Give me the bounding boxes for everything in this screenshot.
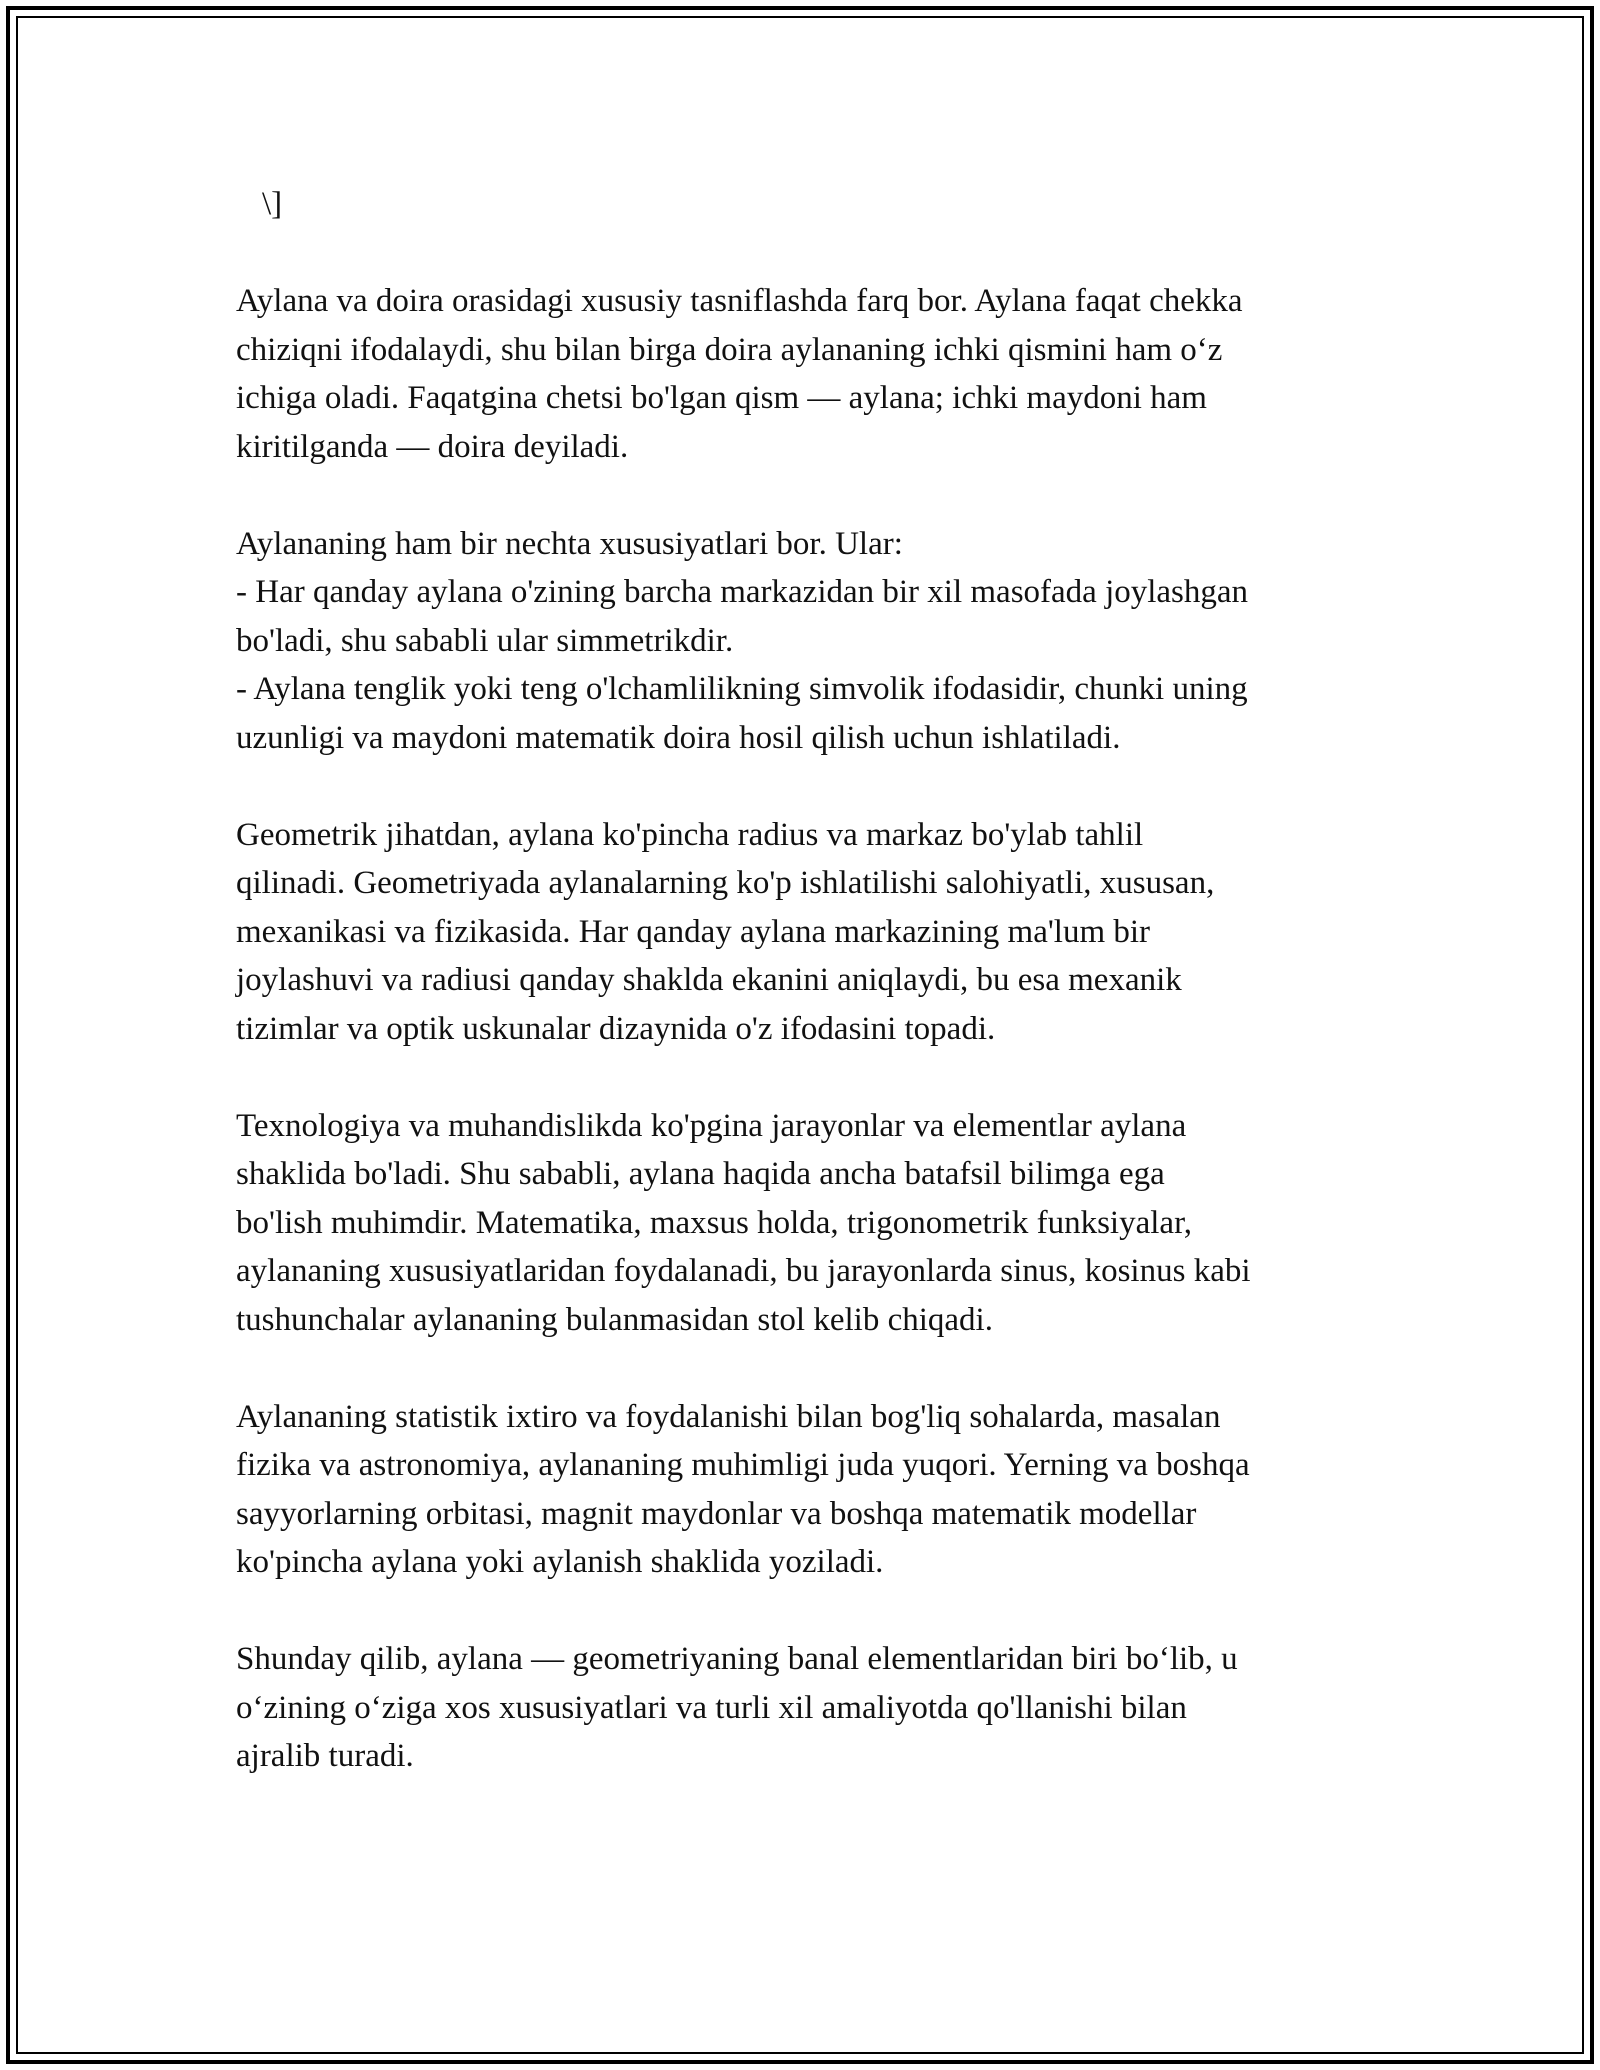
paragraph-line: shaklida bo'ladi. Shu sababli, aylana haqida ancha batafsil bilimga ega <box>236 1156 1165 1192</box>
paragraph <box>236 1102 1376 1345</box>
stray-mark: \] <box>262 186 283 222</box>
paragraph-line: uzunligi va maydoni matematik doira hosil qilish uchun ishlatiladi. <box>236 719 1121 756</box>
paragraph-line: bo'ladi, shu sababli ular simmetrikdir. <box>236 622 734 659</box>
paragraph-line: ajralib turadi. <box>236 1738 414 1774</box>
paragraph <box>236 1635 1376 1781</box>
paragraph-line: sayyorlarning orbitasi, magnit maydonlar va boshqa matematik modellar <box>236 1495 1197 1532</box>
paragraph <box>236 1393 1376 1587</box>
paragraph-line: kiritilganda — doira deyiladi. <box>236 428 629 465</box>
paragraph-line: Texnologiya va muhandislikda ko'pgina jarayonlar va elementlar aylana <box>236 1107 1187 1144</box>
paragraph-line: fizika va astronomiya, aylananing muhimligi juda yuqori. Yerning va boshqa <box>236 1447 1250 1483</box>
paragraph-line: Aylananing statistik ixtiro va foydalanishi bilan bog'liq sohalarda, masalan <box>236 1398 1221 1435</box>
paragraph-line: ichiga oladi. Faqatgina chetsi bo'lgan qism — aylana; ichki maydoni ham <box>236 380 1207 416</box>
paragraph-line: aylananing xususiyatlaridan foydalanadi, bu jarayonlarda sinus, kosinus kabi <box>236 1253 1251 1289</box>
paragraph-line: tushunchalar aylananing bulanmasidan stol kelib chiqadi. <box>236 1301 993 1338</box>
paragraph-line: - Aylana tenglik yoki teng o'lchamlilikning simvolik ifodasidir, chunki uning <box>236 671 1248 707</box>
paragraph-line: qilinadi. Geometriyada aylanalarning ko'p ishlatilishi salohiyatli, xususan, <box>236 865 1215 901</box>
paragraph-line: Geometrik jihatdan, aylana ko'pincha radius va markaz bo'ylab tahlil <box>236 816 1144 853</box>
paragraph-line: ko'pincha aylana yoki aylanish shaklida yoziladi. <box>236 1544 884 1580</box>
document-body <box>236 180 1376 1781</box>
paragraph-line: tizimlar va optik uskunalar dizaynida o'z ifodasini topadi. <box>236 1010 996 1047</box>
paragraph-line: mexanikasi va fizikasida. Har qanday aylana markazining ma'lum bir <box>236 913 1151 950</box>
paragraph-line: Shunday qilib, aylana — geometriyaning banal elementlaridan biri bo‘lib, u <box>236 1641 1238 1677</box>
paragraph-line: - Har qanday aylana o'zining barcha markazidan bir xil masofada joylashgan <box>236 574 1249 610</box>
paragraph-line: bo'lish muhimdir. Matematika, maxsus holda, trigonometrik funksiyalar, <box>236 1204 1192 1241</box>
paragraph <box>236 520 1376 763</box>
paragraph-line: o‘zining o‘ziga xos xususiyatlari va turli xil amaliyotda qo'llanishi bilan <box>236 1689 1187 1726</box>
paragraph-line: joylashuvi va radiusi qanday shaklda ekanini aniqlaydi, bu esa mexanik <box>236 962 1182 998</box>
paragraph-line: Aylana va doira orasidagi xususiy tasniflashda farq bor. Aylana faqat chekka <box>236 283 1243 319</box>
paragraph-line: Aylananing ham bir nechta xususiyatlari bor. Ular: <box>236 525 903 562</box>
paragraph <box>236 811 1376 1054</box>
paragraph-line: chiziqni ifodalaydi, shu bilan birga doira aylananing ichki qismini ham o‘z <box>236 331 1223 368</box>
paragraph-list <box>236 277 1376 1781</box>
paragraph <box>236 277 1376 471</box>
